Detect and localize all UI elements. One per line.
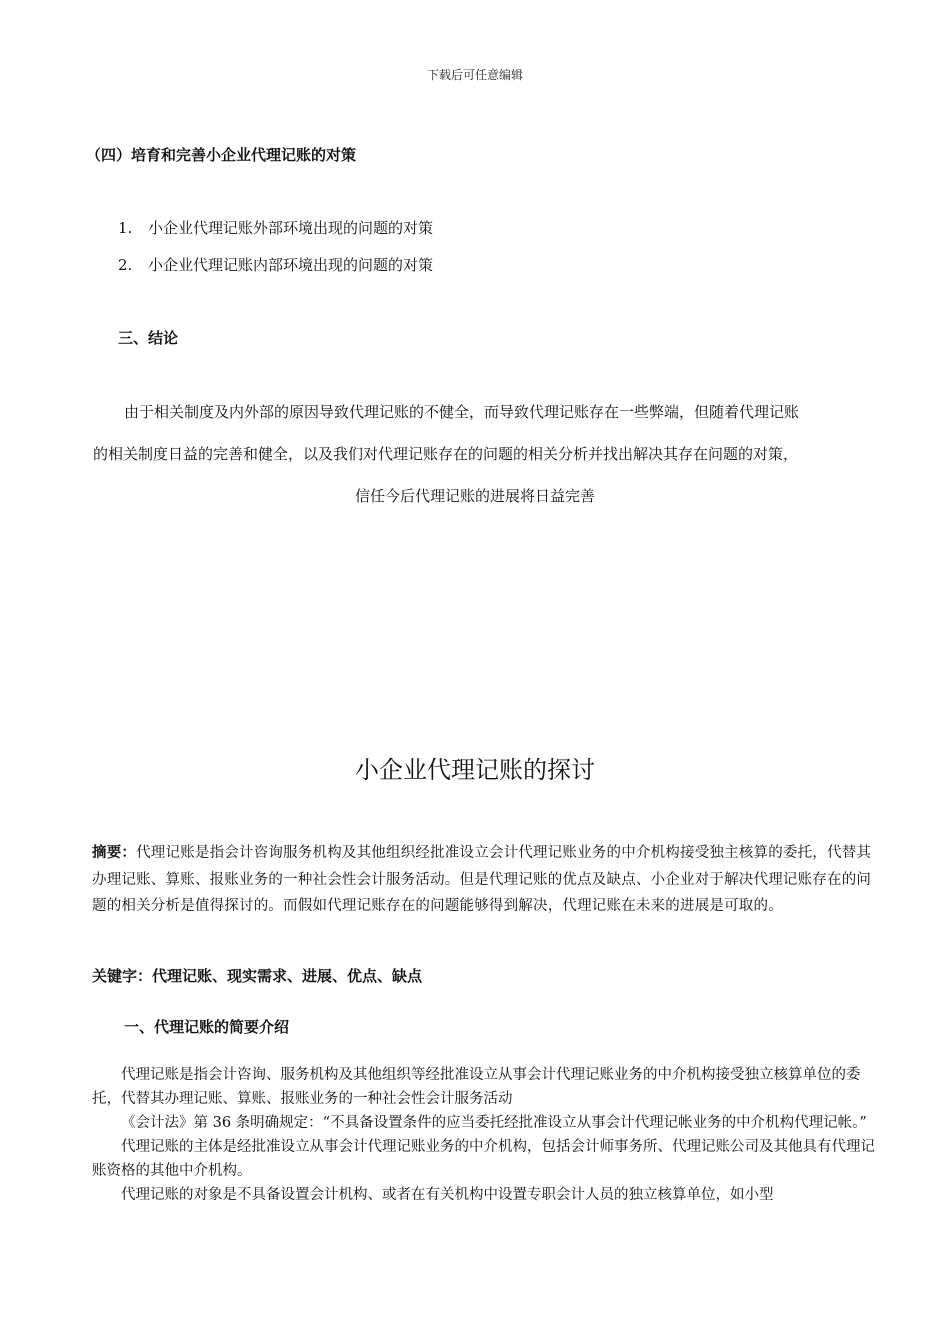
document-title: 小企业代理记账的探讨: [355, 756, 595, 784]
abstract-label: 摘要：: [92, 845, 137, 861]
section-1-body: [92, 1063, 882, 1207]
keywords-text: 代理记账、现实需求、进展、优点、缺点: [152, 967, 423, 985]
conclusion-line: 由于相关制度及内外部的原因导致代理记账的不健全，而导致代理记账存在一些弊端，但随着代理记账: [124, 403, 800, 421]
body-paragraph: 《会计法》第 36 条明确规定：“不具备设置条件的应当委托经批准设立从事会计代理记帐业务的中介机构代理记帐。”: [121, 1115, 867, 1131]
list-item: [118, 217, 433, 238]
section-1-heading: 一、代理记账的简要介绍: [124, 1018, 290, 1036]
abstract: [92, 840, 884, 920]
page-header: 下载后可任意编辑: [426, 68, 523, 82]
body-paragraph: 代理记账的主体是经批准设立从事会计代理记账业务的中介机构，包括会计师事务所、代理记账公司及其他具有代理记账资格的其他中介机构。: [92, 1139, 875, 1179]
list-item-text: 小企业代理记账内部环境出现的问题的对策: [148, 256, 434, 274]
body-paragraph: 代理记账是指会计咨询、服务机构及其他组织等经批准设立从事会计代理记账业务的中介机构接受独立核算单位的委托，代替其办理记账、算账、报账业务的一种社会性会计服务活动: [92, 1067, 861, 1107]
body-paragraph: 代理记账的对象是不具备设置会计机构、或者在有关机构中设置专职会计人员的独立核算单位，如小型: [121, 1187, 774, 1203]
list-item-number: 2.: [118, 256, 133, 274]
keywords: [92, 965, 422, 986]
keywords-label: 关键字：: [92, 967, 153, 985]
list-item-number: 1.: [118, 219, 133, 237]
abstract-text: 代理记账是指会计咨询服务机构及其他组织经批准设立会计代理记账业务的中介机构接受独主核算的委托，代替其办理记账、算账、报账业务的一种社会性会计服务活动。但是代理记账的优点及缺点、小企业对于解决代理记账存在的问题的相关分析是值得探讨的。而假如代理记账存在的问题能够得到解决，代理记账在未来的进展是可取的。: [92, 845, 872, 914]
section-4-heading: （四）培育和完善小企业代理记账的对策: [86, 146, 357, 164]
conclusion-line: 信任今后代理记账的进展将日益完善: [354, 487, 595, 505]
conclusion-heading: 三、结论: [118, 329, 179, 347]
list-item: [118, 254, 433, 275]
conclusion-line: 的相关制度日益的完善和健全，以及我们对代理记账存在的问题的相关分析并找出解决其存在问题的对策，: [93, 445, 799, 463]
list-item-text: 小企业代理记账外部环境出现的问题的对策: [148, 219, 434, 237]
